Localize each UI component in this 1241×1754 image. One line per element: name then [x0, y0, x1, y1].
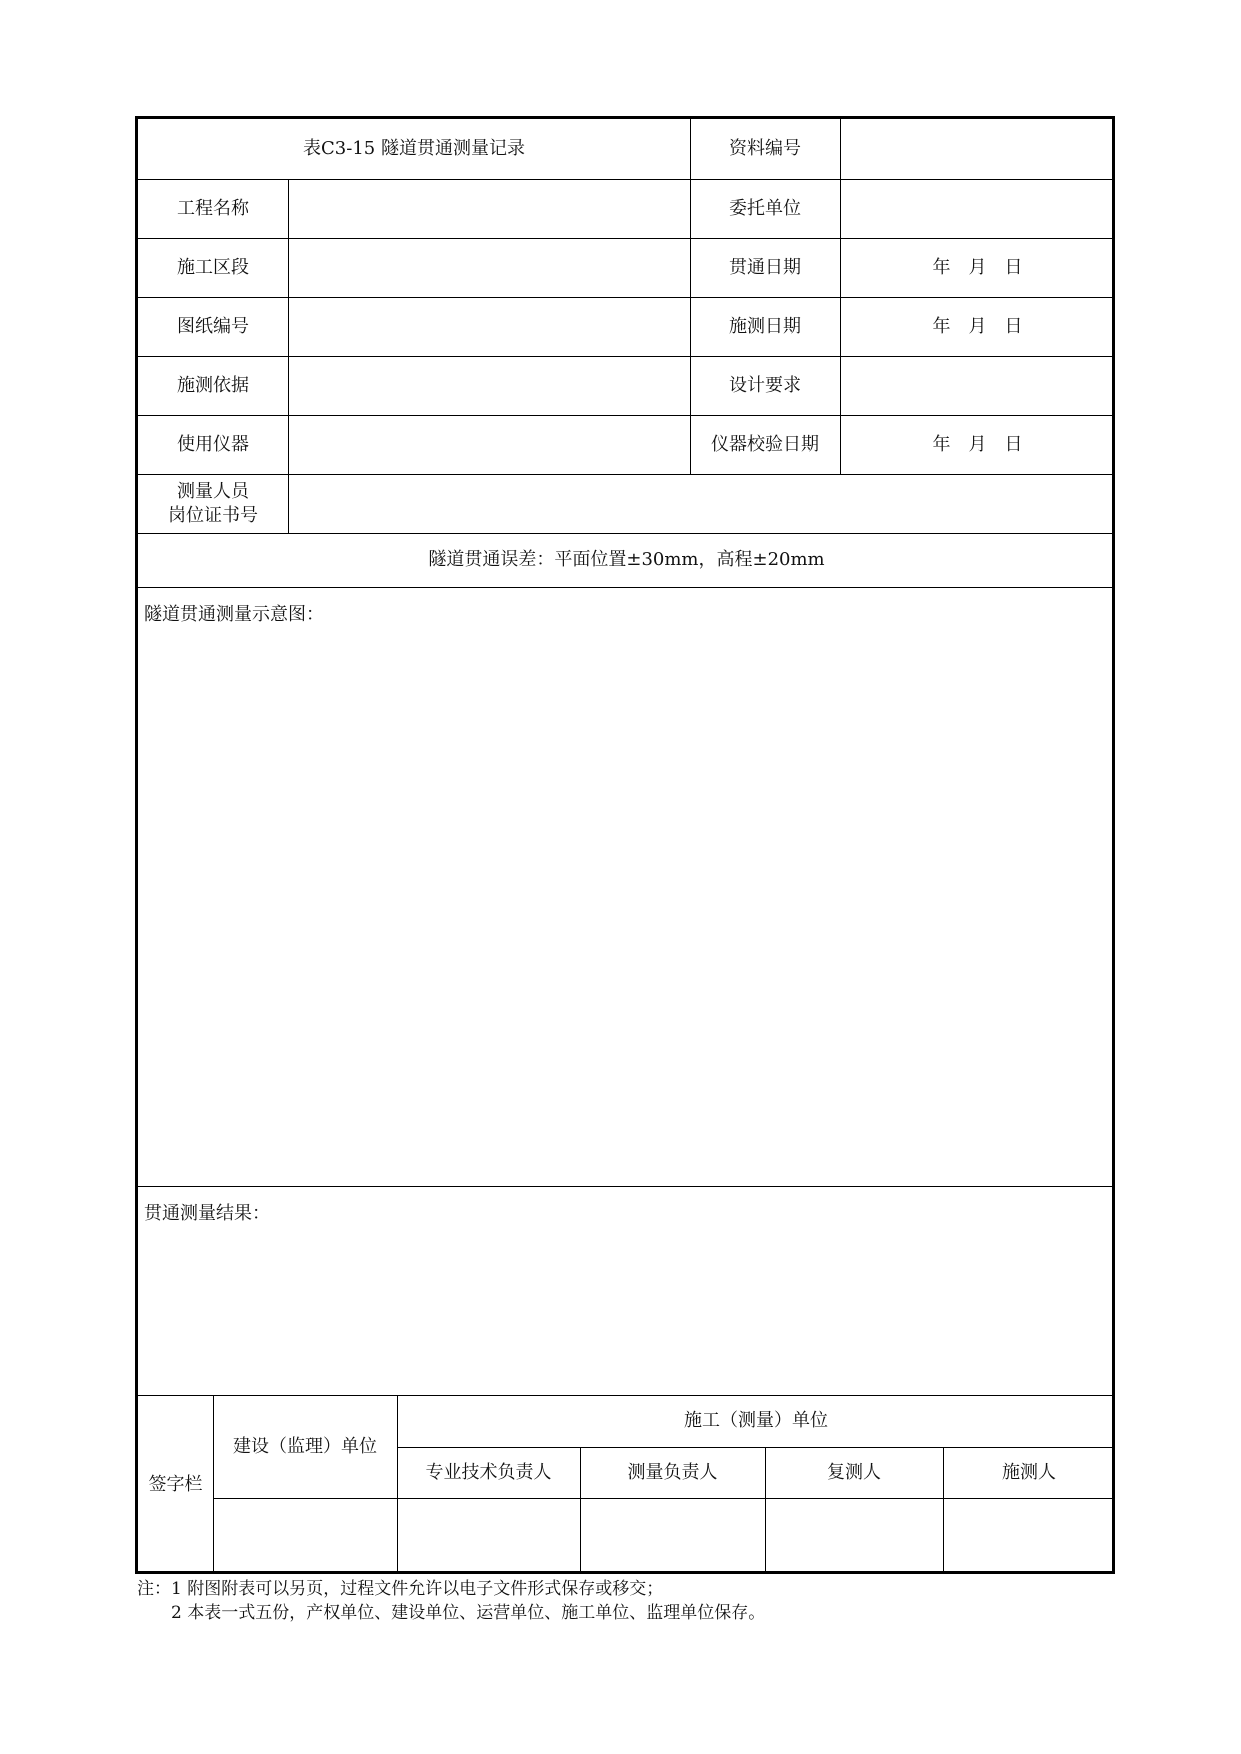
instrument-field[interactable]	[288, 415, 690, 474]
personnel-field[interactable]	[288, 474, 1115, 533]
calibration-date-label: 仪器校验日期	[711, 433, 819, 455]
personnel-label-line1: 测量人员	[177, 480, 249, 502]
survey-lead-signature-field[interactable]	[580, 1498, 765, 1574]
calibration-date-field[interactable]: 年 月 日	[932, 433, 1023, 455]
surveyor-label: 施测人	[1002, 1461, 1056, 1483]
doc-no-label: 资料编号	[729, 138, 801, 159]
signature-section-label: 签字栏	[148, 1473, 203, 1495]
form-title: 表C3-15 隧道贯通测量记录	[303, 138, 525, 159]
instrument-label: 使用仪器	[177, 433, 249, 455]
owner-unit-label: 建设（监理）单位	[233, 1435, 377, 1457]
resurveyor-signature-field[interactable]	[765, 1498, 943, 1574]
surveyor-signature-field[interactable]	[943, 1498, 1115, 1574]
breakthrough-date-label: 贯通日期	[729, 256, 801, 278]
doc-no-field[interactable]	[840, 119, 1115, 179]
resurveyor-label: 复测人	[827, 1461, 881, 1483]
survey-date-label: 施测日期	[729, 315, 801, 337]
design-requirement-label: 设计要求	[729, 374, 801, 396]
technical-lead-label: 专业技术负责人	[425, 1461, 552, 1483]
personnel-label	[138, 474, 288, 533]
owner-signature-field[interactable]	[213, 1498, 397, 1574]
survey-record-form	[135, 116, 1115, 1574]
drawing-no-label: 图纸编号	[177, 315, 249, 337]
survey-basis-label: 施测依据	[177, 374, 249, 396]
construction-section-field[interactable]	[288, 238, 690, 297]
footnote-line: 2 本表一式五份，产权单位、建设单位、运营单位、施工单位、监理单位保存。	[137, 1603, 766, 1623]
survey-lead-label: 测量负责人	[627, 1461, 718, 1483]
survey-basis-field[interactable]	[288, 356, 690, 415]
project-name-label: 工程名称	[177, 197, 249, 219]
construction-section-label: 施工区段	[177, 256, 249, 278]
technical-lead-signature-field[interactable]	[397, 1498, 580, 1574]
breakthrough-date-field[interactable]: 年 月 日	[932, 256, 1023, 278]
contractor-unit-label: 施工（测量）单位	[684, 1410, 828, 1431]
personnel-label-line2: 岗位证书号	[168, 504, 258, 526]
result-label: 贯通测量结果：	[144, 1203, 270, 1224]
sketch-label: 隧道贯通测量示意图：	[144, 604, 324, 625]
footnotes	[137, 1577, 765, 1625]
survey-date-field[interactable]: 年 月 日	[932, 315, 1023, 337]
footnote-line: 注：1 附图附表可以另页，过程文件允许以电子文件形式保存或移交；	[137, 1579, 664, 1599]
client-unit-label: 委托单位	[729, 197, 801, 219]
result-area[interactable]	[138, 1186, 1115, 1395]
project-name-field[interactable]	[288, 179, 690, 238]
design-requirement-field[interactable]	[840, 356, 1115, 415]
drawing-no-field[interactable]	[288, 297, 690, 356]
tolerance-note: 隧道贯通误差：平面位置±30mm，高程±20mm	[428, 549, 825, 570]
sketch-area[interactable]	[138, 587, 1115, 1186]
client-unit-field[interactable]	[840, 179, 1115, 238]
